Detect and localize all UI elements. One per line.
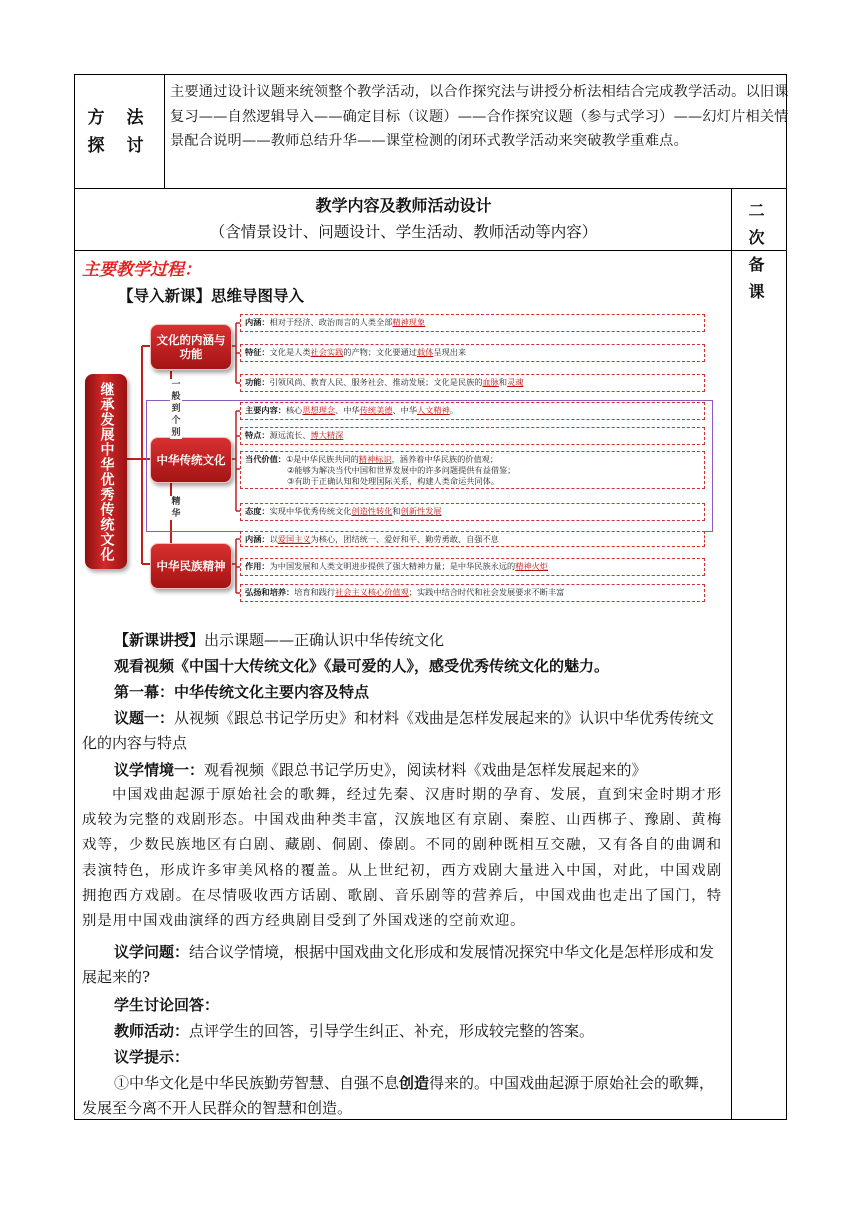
topic-one <box>82 706 722 756</box>
box-connotation <box>240 314 705 332</box>
box-text: 源远流长、 <box>269 430 311 440</box>
intro-heading: 【导入新课】思维导图导入 <box>118 286 305 305</box>
box-label: 内涵： <box>245 317 270 327</box>
new-lesson-line <box>82 628 722 653</box>
box-keyword: 精神标识 <box>358 454 392 464</box>
answer-one-text: 得来的。中国戏曲起源于原始社会的歌舞，发展至今离不开人民群众的智慧和创造。 <box>82 1074 715 1117</box>
box-contemporary-value <box>240 451 705 489</box>
new-lesson-text: 出示课题——正确认识中华传统文化 <box>204 631 445 649</box>
box-label: 功能： <box>245 377 270 387</box>
box-label: 特征： <box>245 347 270 357</box>
box-spirit-role <box>240 558 705 576</box>
box-keyword: 博大精深 <box>310 430 344 440</box>
spine-node-label: 继承发展中华优秀传统文化 <box>98 381 115 562</box>
drama-material: 中国戏曲起源于原始社会的歌舞，经过先秦、汉唐时期的孕育、发展，直到宋金时期才形成较为完整的戏剧形态。中国戏曲种类丰富，汉族地区有京剧、秦腔、山西梆子、豫剧、黄梅戏等，少数民族地区有白剧、藏剧、侗剧、傣剧。不同的剧种既相互交融，又有各自的曲调和表演特色，形成许多审美风格的覆盖。从上世纪初，西方戏剧大量进入中国，对此，中国戏剧拥抱西方戏剧。在尽情吸收西方话剧、歌剧、音乐剧等的营养后，中国戏曲也走出了国门，特别是用中国戏曲演绎的西方经典剧目受到了外国戏迷的空前欢迎。 <box>82 787 722 930</box>
method-label <box>75 75 164 188</box>
box-text: 和 <box>392 506 401 516</box>
box-text: 培育和践行 <box>294 587 336 597</box>
box-text: 实现中华优秀传统文化 <box>269 506 352 516</box>
box-text: 为核心，团结统一、爱好和平、勤劳勇敢、自强不息 <box>310 534 499 544</box>
topic-one-text: 从视频《跟总书记学历史》和材料《戏曲是怎样发展起来的》认识中华优秀传统文化的内容与特点 <box>82 709 715 752</box>
box-text: ①是中华民族共同的 <box>285 454 359 464</box>
box-keyword: 精神现象 <box>392 317 426 327</box>
box-feature <box>240 344 705 362</box>
box-text: ，涵养着中华民族的价值观； <box>391 454 499 464</box>
new-lesson-label: 【新课讲授】 <box>114 631 205 649</box>
box-attitude <box>240 503 705 521</box>
box-main-content <box>240 402 705 420</box>
second-prep-line1: 二 次 <box>748 201 771 247</box>
table-top-border <box>74 74 787 75</box>
question-text: 结合议学情境，根据中国戏曲文化形成和发展情况探究中华文化是怎样形成和发展起来的? <box>82 943 715 986</box>
box-text: 以 <box>269 534 278 544</box>
process-title: 主要教学过程： <box>82 260 201 280</box>
teacher-activity-label: 教师活动： <box>114 1022 190 1040</box>
teacher-activity-text: 点评学生的回答，引导学生纠正、补充，形成较完整的答案。 <box>189 1022 595 1040</box>
box-label: 作用： <box>245 561 270 571</box>
answer-one-keyword: 创造 <box>399 1074 430 1092</box>
box-text: 。 <box>449 405 458 415</box>
box-keyword: 载体 <box>417 347 434 357</box>
box-keyword: 爱国主义 <box>277 534 311 544</box>
box-text: 、中华 <box>335 405 360 415</box>
method-divider <box>164 74 165 189</box>
discussion-hint: 议学提示： <box>114 1048 190 1066</box>
answer-one <box>82 1071 722 1121</box>
video-line: 观看视频《中国十大传统文化》《最可爱的人》，感受优秀传统文化的魅力。 <box>114 657 610 675</box>
box-text: 、中华 <box>392 405 418 415</box>
box-keyword: 灵魂 <box>507 377 524 387</box>
box-text: 文化是人类 <box>269 347 311 357</box>
column-divider <box>731 188 732 1120</box>
table-right-border <box>786 74 787 1120</box>
label-general-to-specific: 一般到个别 <box>171 380 181 438</box>
box-keyword: 血脉 <box>482 377 499 387</box>
box-label: 态度： <box>245 506 270 516</box>
method-label-line1: 方 法 <box>87 107 152 128</box>
question-label: 议学问题： <box>114 943 190 961</box>
situation-one <box>82 758 722 783</box>
box-text: ；实践中结合时代和社会发展要求不断丰富 <box>408 587 565 597</box>
box-spirit-connotation <box>240 531 705 547</box>
section-subtitle: （含情景设计、问题设计、学生活动、教师活动等内容） <box>209 223 598 241</box>
node-traditional-culture: 中华传统文化 <box>150 437 232 483</box>
box-text: 和 <box>498 377 508 387</box>
method-label-line2: 探 讨 <box>87 135 152 156</box>
box-label: 内涵： <box>245 534 270 544</box>
box-label: 主要内容： <box>245 405 286 415</box>
section-title: 教学内容及教师活动设计 <box>315 196 492 215</box>
spine-node <box>85 374 127 569</box>
method-description: 主要通过设计议题来统领整个教学活动，以合作探究法与讲授分析法相结合完成教学活动。以旧课复习——自然逻辑导入——确定目标（议题）——合作探究议题（参与式学习）——幻灯片相关情景配合说明——教师总结升华——课堂检测的闭环式教学活动来突破教学重难点。 <box>170 84 789 149</box>
situation-one-label: 议学情境一： <box>114 761 205 779</box>
second-prep-header <box>733 197 786 305</box>
topic-one-label: 议题一： <box>114 709 175 727</box>
node-national-spirit: 中华民族精神 <box>150 543 232 589</box>
box-keyword: 思想理念 <box>302 405 336 415</box>
box-text: 核心 <box>285 405 303 415</box>
box-keyword: 传统美德 <box>359 405 393 415</box>
row-divider-1 <box>74 188 787 189</box>
discussion-question <box>82 940 722 990</box>
box-line: ③有助于正确认知和处理国际关系，构建人类命运共同体。 <box>287 476 500 486</box>
answer-one-text: ①中华文化是中华民族勤劳智慧、自强不息 <box>114 1074 400 1092</box>
box-keyword: 精神火炬 <box>515 561 548 571</box>
box-text: 相对于经济、政治而言的人类全部 <box>269 317 393 327</box>
row-divider-2 <box>74 250 787 251</box>
box-keyword: 人文精神 <box>417 405 450 415</box>
second-prep-line2: 备 课 <box>748 255 771 301</box>
box-function <box>240 374 705 392</box>
student-discussion: 学生讨论回答： <box>114 996 220 1014</box>
node-culture-function: 文化的内涵与功能 <box>150 324 232 370</box>
box-spirit-cultivation <box>240 584 705 602</box>
situation-one-text: 观看视频《跟总书记学历史》，阅读材料《戏曲是怎样发展起来的》 <box>204 761 647 779</box>
box-text: 为中国发展和人类文明进步提供了强大精神力量；是中华民族永远的 <box>269 561 516 571</box>
box-label: 特点： <box>245 430 270 440</box>
box-label: 当代价值： <box>245 454 286 464</box>
box-keyword: 创新性发展 <box>400 506 442 516</box>
box-text: 呈现出来 <box>433 347 467 357</box>
teacher-activity <box>82 1019 722 1044</box>
box-text: 引领风尚、教育人民、服务社会、推动发展；文化是民族的 <box>269 377 483 387</box>
mind-map <box>82 309 706 605</box>
box-text: 的产物；文化要通过 <box>343 347 417 357</box>
box-line: ②能够为解决当代中国和世界发展中的许多问题提供有益借鉴； <box>287 465 516 475</box>
box-characteristics <box>240 427 705 445</box>
box-keyword: 创造性转化 <box>351 506 393 516</box>
label-essence: 精华 <box>171 497 181 519</box>
box-keyword: 社会实践 <box>310 347 344 357</box>
box-label: 弘扬和培养： <box>245 587 295 597</box>
box-keyword: 社会主义核心价值观 <box>335 587 409 597</box>
act-one-heading: 第一幕：中华传统文化主要内容及特点 <box>114 683 370 701</box>
